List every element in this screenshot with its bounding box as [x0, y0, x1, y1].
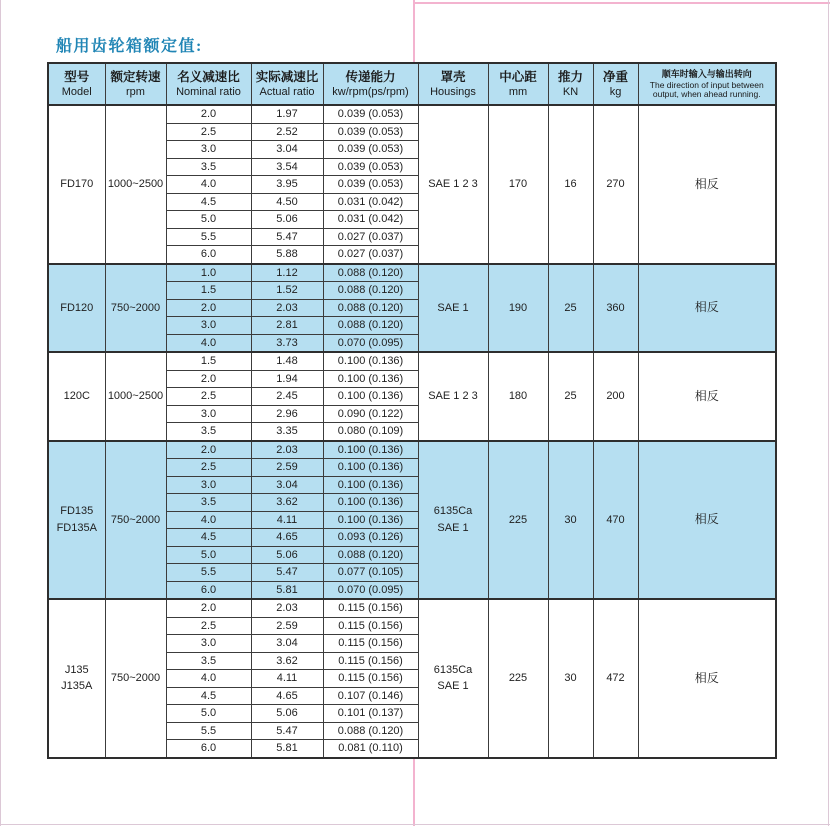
capacity-cell: 0.100 (0.136) [323, 459, 418, 477]
model-cell-line: FD135A [56, 521, 97, 534]
housings-cell [418, 105, 488, 264]
header-actual-ratio: 实际减速比 Actual ratio [251, 63, 323, 105]
nominal-ratio-cell: 2.0 [166, 370, 251, 388]
nominal-ratio-cell: 3.0 [166, 405, 251, 423]
header-rated-speed: 额定转速 rpm [105, 63, 166, 105]
direction-cell: 相反 [638, 599, 776, 758]
nominal-ratio-cell: 5.5 [166, 228, 251, 246]
housings-cell [418, 264, 488, 353]
direction-cell: 相反 [638, 441, 776, 600]
actual-ratio-cell: 5.06 [251, 211, 323, 229]
nominal-ratio-cell: 3.0 [166, 141, 251, 159]
capacity-cell: 0.039 (0.053) [323, 176, 418, 194]
page-top-edge-line [413, 2, 830, 4]
actual-ratio-cell: 3.35 [251, 423, 323, 441]
header-capacity: 传递能力 kw/rpm(ps/rpm) [323, 63, 418, 105]
model-cell [48, 441, 105, 600]
actual-ratio-cell: 3.73 [251, 334, 323, 352]
table-row [48, 105, 776, 123]
nominal-ratio-cell: 1.0 [166, 264, 251, 282]
thrust-cell: 25 [548, 264, 593, 353]
page-title: 船用齿轮箱额定值: [56, 38, 203, 55]
capacity-cell: 0.115 (0.156) [323, 652, 418, 670]
actual-ratio-cell: 3.04 [251, 635, 323, 653]
nominal-ratio-cell: 5.0 [166, 211, 251, 229]
table-row [48, 264, 776, 282]
actual-ratio-cell: 2.45 [251, 388, 323, 406]
housings-cell-line: SAE 1 [437, 680, 469, 693]
capacity-cell: 0.100 (0.136) [323, 388, 418, 406]
header-center-distance: 中心距 mm [488, 63, 548, 105]
nominal-ratio-cell: 2.0 [166, 599, 251, 617]
gearbox-rating-table [47, 62, 777, 759]
capacity-cell: 0.039 (0.053) [323, 141, 418, 159]
actual-ratio-cell: 3.04 [251, 141, 323, 159]
housings-cell-line: SAE 1 [437, 521, 469, 534]
actual-ratio-cell: 5.47 [251, 564, 323, 582]
model-cell-line: FD135 [60, 505, 94, 518]
table-row [48, 599, 776, 617]
nominal-ratio-cell: 4.0 [166, 176, 251, 194]
thrust-cell: 16 [548, 105, 593, 264]
housings-cell-line: SAE 1 [437, 301, 469, 314]
capacity-cell: 0.101 (0.137) [323, 705, 418, 723]
header-row [48, 63, 776, 105]
housings-cell-line: SAE 1 2 3 [428, 390, 478, 402]
nominal-ratio-cell: 6.0 [166, 246, 251, 264]
nominal-ratio-cell: 4.0 [166, 670, 251, 688]
header-direction: 顺车时输入与输出转向 The direction of input between output, when ahead running. [638, 63, 776, 105]
rated-speed-cell: 750~2000 [105, 441, 166, 600]
nominal-ratio-cell: 2.5 [166, 123, 251, 141]
capacity-cell: 0.070 (0.095) [323, 334, 418, 352]
model-cell [48, 105, 105, 264]
actual-ratio-cell: 1.52 [251, 282, 323, 300]
page-bottom-edge-line [0, 824, 830, 825]
housings-cell [418, 352, 488, 441]
nominal-ratio-cell: 6.0 [166, 581, 251, 599]
actual-ratio-cell: 5.81 [251, 740, 323, 758]
rated-speed-cell: 1000~2500 [105, 105, 166, 264]
capacity-cell: 0.027 (0.037) [323, 228, 418, 246]
actual-ratio-cell: 5.06 [251, 705, 323, 723]
nominal-ratio-cell: 4.5 [166, 529, 251, 547]
nominal-ratio-cell: 5.5 [166, 564, 251, 582]
capacity-cell: 0.115 (0.156) [323, 617, 418, 635]
thrust-cell: 30 [548, 599, 593, 758]
header-thrust: 推力 KN [548, 63, 593, 105]
actual-ratio-cell: 4.65 [251, 529, 323, 547]
capacity-cell: 0.115 (0.156) [323, 599, 418, 617]
header-housings: 罩壳 Housings [418, 63, 488, 105]
page-right-edge-line [828, 0, 829, 826]
nominal-ratio-cell: 2.5 [166, 388, 251, 406]
actual-ratio-cell: 5.88 [251, 246, 323, 264]
nominal-ratio-cell: 2.0 [166, 105, 251, 123]
nominal-ratio-cell: 4.0 [166, 511, 251, 529]
capacity-cell: 0.100 (0.136) [323, 370, 418, 388]
nominal-ratio-cell: 1.5 [166, 352, 251, 370]
nominal-ratio-cell: 5.0 [166, 705, 251, 723]
actual-ratio-cell: 2.81 [251, 317, 323, 335]
capacity-cell: 0.080 (0.109) [323, 423, 418, 441]
capacity-cell: 0.088 (0.120) [323, 299, 418, 317]
nominal-ratio-cell: 2.5 [166, 459, 251, 477]
capacity-cell: 0.088 (0.120) [323, 282, 418, 300]
net-weight-cell: 200 [593, 352, 638, 441]
nominal-ratio-cell: 4.5 [166, 687, 251, 705]
center-distance-cell: 170 [488, 105, 548, 264]
capacity-cell: 0.088 (0.120) [323, 546, 418, 564]
capacity-cell: 0.115 (0.156) [323, 670, 418, 688]
actual-ratio-cell: 5.06 [251, 546, 323, 564]
capacity-cell: 0.039 (0.053) [323, 105, 418, 123]
actual-ratio-cell: 3.62 [251, 652, 323, 670]
capacity-cell: 0.031 (0.042) [323, 211, 418, 229]
capacity-cell: 0.088 (0.120) [323, 264, 418, 282]
actual-ratio-cell: 2.52 [251, 123, 323, 141]
housings-cell-line: SAE 1 2 3 [428, 178, 478, 190]
capacity-cell: 0.093 (0.126) [323, 529, 418, 547]
nominal-ratio-cell: 3.5 [166, 423, 251, 441]
capacity-cell: 0.031 (0.042) [323, 193, 418, 211]
housings-cell-line: 6135Ca [433, 505, 473, 518]
rated-speed-cell: 750~2000 [105, 599, 166, 758]
rated-speed-cell: 750~2000 [105, 264, 166, 353]
center-distance-cell: 190 [488, 264, 548, 353]
nominal-ratio-cell: 3.0 [166, 476, 251, 494]
capacity-cell: 0.039 (0.053) [323, 123, 418, 141]
actual-ratio-cell: 1.12 [251, 264, 323, 282]
net-weight-cell: 360 [593, 264, 638, 353]
actual-ratio-cell: 4.50 [251, 193, 323, 211]
direction-cell: 相反 [638, 352, 776, 441]
model-cell-line: FD120 [60, 301, 94, 314]
capacity-cell: 0.115 (0.156) [323, 635, 418, 653]
actual-ratio-cell: 5.81 [251, 581, 323, 599]
housings-cell [418, 599, 488, 758]
table-row [48, 352, 776, 370]
capacity-cell: 0.100 (0.136) [323, 511, 418, 529]
actual-ratio-cell: 3.62 [251, 494, 323, 512]
nominal-ratio-cell: 3.0 [166, 317, 251, 335]
capacity-cell: 0.100 (0.136) [323, 494, 418, 512]
actual-ratio-cell: 5.47 [251, 722, 323, 740]
nominal-ratio-cell: 3.5 [166, 158, 251, 176]
capacity-cell: 0.070 (0.095) [323, 581, 418, 599]
header-net-weight: 净重 kg [593, 63, 638, 105]
thrust-cell: 25 [548, 352, 593, 441]
nominal-ratio-cell: 3.5 [166, 652, 251, 670]
center-distance-cell: 225 [488, 599, 548, 758]
capacity-cell: 0.100 (0.136) [323, 441, 418, 459]
actual-ratio-cell: 1.48 [251, 352, 323, 370]
housings-cell [418, 441, 488, 600]
actual-ratio-cell: 4.11 [251, 670, 323, 688]
nominal-ratio-cell: 4.0 [166, 334, 251, 352]
capacity-cell: 0.107 (0.146) [323, 687, 418, 705]
nominal-ratio-cell: 3.5 [166, 494, 251, 512]
capacity-cell: 0.088 (0.120) [323, 722, 418, 740]
page-left-edge-line [0, 0, 1, 826]
thrust-cell: 30 [548, 441, 593, 600]
direction-cell: 相反 [638, 264, 776, 353]
net-weight-cell: 472 [593, 599, 638, 758]
nominal-ratio-cell: 2.0 [166, 299, 251, 317]
capacity-cell: 0.039 (0.053) [323, 158, 418, 176]
model-cell-line: J135A [61, 680, 93, 693]
model-cell-line: 120C [63, 390, 90, 402]
nominal-ratio-cell: 2.0 [166, 441, 251, 459]
nominal-ratio-cell: 4.5 [166, 193, 251, 211]
actual-ratio-cell: 2.03 [251, 599, 323, 617]
nominal-ratio-cell: 5.5 [166, 722, 251, 740]
capacity-cell: 0.090 (0.122) [323, 405, 418, 423]
actual-ratio-cell: 4.65 [251, 687, 323, 705]
actual-ratio-cell: 2.59 [251, 617, 323, 635]
actual-ratio-cell: 3.95 [251, 176, 323, 194]
header-nominal-ratio: 名义减速比 Nominal ratio [166, 63, 251, 105]
actual-ratio-cell: 1.97 [251, 105, 323, 123]
capacity-cell: 0.077 (0.105) [323, 564, 418, 582]
nominal-ratio-cell: 6.0 [166, 740, 251, 758]
nominal-ratio-cell: 3.0 [166, 635, 251, 653]
center-distance-cell: 180 [488, 352, 548, 441]
actual-ratio-cell: 2.59 [251, 459, 323, 477]
nominal-ratio-cell: 5.0 [166, 546, 251, 564]
net-weight-cell: 470 [593, 441, 638, 600]
actual-ratio-cell: 1.94 [251, 370, 323, 388]
net-weight-cell: 270 [593, 105, 638, 264]
actual-ratio-cell: 2.96 [251, 405, 323, 423]
model-cell-line: FD170 [60, 178, 94, 190]
capacity-cell: 0.081 (0.110) [323, 740, 418, 758]
actual-ratio-cell: 4.11 [251, 511, 323, 529]
capacity-cell: 0.027 (0.037) [323, 246, 418, 264]
actual-ratio-cell: 2.03 [251, 441, 323, 459]
center-distance-cell: 225 [488, 441, 548, 600]
model-cell [48, 264, 105, 353]
capacity-cell: 0.088 (0.120) [323, 317, 418, 335]
actual-ratio-cell: 5.47 [251, 228, 323, 246]
nominal-ratio-cell: 1.5 [166, 282, 251, 300]
header-model: 型号 Model [48, 63, 105, 105]
model-cell-line: J135 [64, 663, 89, 676]
capacity-cell: 0.100 (0.136) [323, 352, 418, 370]
table-row [48, 441, 776, 459]
model-cell [48, 599, 105, 758]
housings-cell-line: 6135Ca [433, 663, 473, 676]
actual-ratio-cell: 3.04 [251, 476, 323, 494]
actual-ratio-cell: 3.54 [251, 158, 323, 176]
direction-cell: 相反 [638, 105, 776, 264]
nominal-ratio-cell: 2.5 [166, 617, 251, 635]
rated-speed-cell: 1000~2500 [105, 352, 166, 441]
actual-ratio-cell: 2.03 [251, 299, 323, 317]
model-cell [48, 352, 105, 441]
capacity-cell: 0.100 (0.136) [323, 476, 418, 494]
